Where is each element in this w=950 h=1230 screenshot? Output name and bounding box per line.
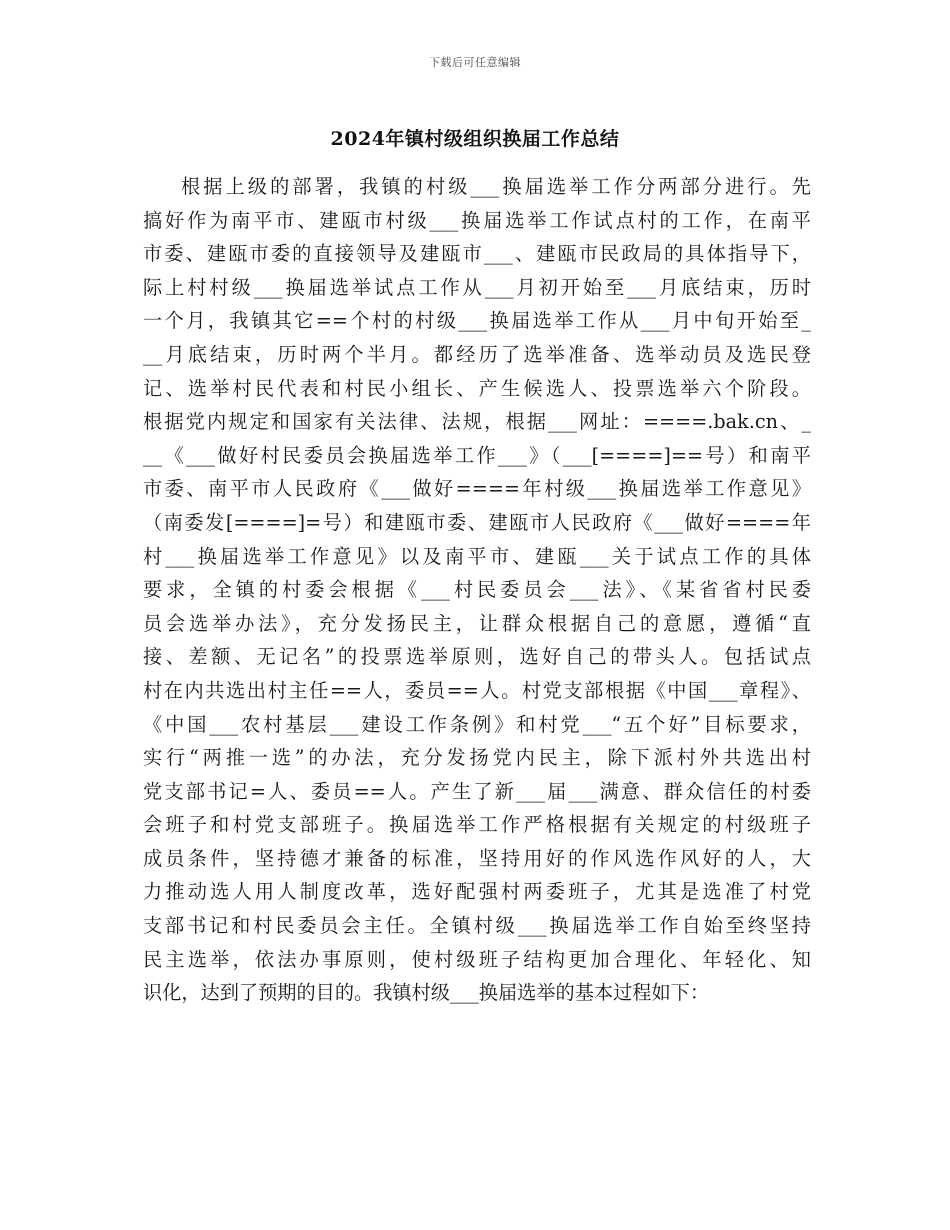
paragraph-line: 会班子和村党支部班子。换届选举工作严格根据有关规定的村级班子 bbox=[143, 813, 811, 837]
paragraph-line: 市委、南平市人民政府《___做好====年村级___换届选举工作意见》 bbox=[143, 477, 811, 501]
paragraph-line: 民主选举，依法办事原则，使村级班子结构更加合理化、年轻化、知 bbox=[143, 947, 811, 971]
body-paragraph bbox=[143, 170, 811, 1010]
paragraph-line: 识化，达到了预期的目的。我镇村级___换届选举的基本过程如下： bbox=[143, 981, 710, 1005]
paragraph-line: 力推动选人用人制度改革，选好配强村两委班子，尤其是选准了村党 bbox=[143, 880, 811, 904]
paragraph-line: 党支部书记=人、委员==人。产生了新___届___满意、群众信任的村委 bbox=[143, 779, 811, 803]
paragraph-line: 成员条件，坚持德才兼备的标准，坚持用好的作风选作风好的人，大 bbox=[143, 846, 811, 870]
paragraph-line: 根据上级的部署，我镇的村级___换届选举工作分两部分进行。先 bbox=[181, 175, 811, 198]
paragraph-line: 员会选举办法》，充分发扬民主，让群众根据自己的意愿，遵循“直 bbox=[143, 611, 811, 635]
paragraph-line: 根据党内规定和国家有关法律、法规，根据___网址：====.bak.cn、_ bbox=[143, 410, 811, 434]
paragraph-line: 市委、建瓯市委的直接领导及建瓯市___、建瓯市民政局的具体指导下， bbox=[143, 242, 811, 266]
paragraph-line: 一个月，我镇其它==个村的村级___换届选举工作从___月中旬开始至_ bbox=[143, 309, 811, 333]
paragraph-line: __月底结束，历时两个半月。都经历了选举准备、选举动员及选民登 bbox=[143, 342, 811, 366]
paragraph-line: 村___换届选举工作意见》以及南平市、建瓯___关于试点工作的具体 bbox=[143, 544, 811, 568]
paragraph-line: 要求，全镇的村委会根据《___村民委员会___法》、《某省省村民委 bbox=[143, 578, 811, 602]
paragraph-line: 搞好作为南平市、建瓯市村级___换届选举工作试点村的工作，在南平 bbox=[143, 208, 811, 232]
paragraph-line: 接、差额、无记名”的投票选举原则，选好自己的带头人。包括试点 bbox=[143, 645, 811, 669]
paragraph-line: 村在内共选出村主任==人，委员==人。村党支部根据《中国___章程》、 bbox=[143, 678, 811, 702]
paragraph-line: 记、选举村民代表和村民小组长、产生候选人、投票选举六个阶段。 bbox=[143, 376, 811, 400]
paragraph-line: 支部书记和村民委员会主任。全镇村级___换届选举工作自始至终坚持 bbox=[143, 914, 811, 938]
paragraph-line: （南委发[====]=号）和建瓯市委、建瓯市人民政府《___做好====年 bbox=[143, 510, 811, 534]
paragraph-line: 际上村村级___换届选举试点工作从___月初开始至___月底结束，历时 bbox=[143, 275, 811, 299]
paragraph-line: 实行“两推一选”的办法，充分发扬党内民主，除下派村外共选出村 bbox=[143, 746, 811, 770]
header-note: 下载后可任意编辑 bbox=[429, 56, 521, 69]
paragraph-line: 《中国___农村基层___建设工作条例》和村党___“五个好”目标要求， bbox=[143, 712, 811, 736]
document-title: 2024年镇村级组织换届工作总结 bbox=[330, 128, 620, 150]
paragraph-line: __《___做好村民委员会换届选举工作___》（___[====]==号）和南平 bbox=[143, 443, 811, 467]
